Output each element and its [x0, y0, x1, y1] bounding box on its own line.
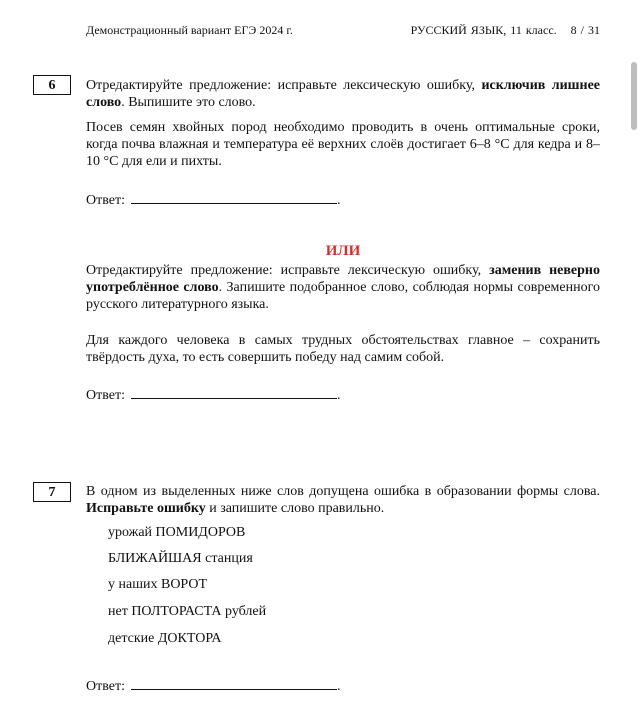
- header-exam-title: Демонстрационный вариант ЕГЭ 2024 г.: [86, 23, 293, 37]
- task-6-alt-answer-label: Ответ:: [86, 388, 125, 403]
- task-7-option: у наших ВОРОТ: [108, 577, 208, 592]
- task-7-answer-field[interactable]: [131, 676, 337, 690]
- task-6-instruction: [86, 77, 600, 111]
- scrollbar-track[interactable]: [628, 0, 640, 702]
- task-7-option: детские ДОКТОРА: [108, 631, 222, 646]
- task-6-answer-label: Ответ:: [86, 193, 125, 208]
- task-6-instruction-bold: исключив лишнее слово: [86, 78, 600, 110]
- task-6-alt-answer: [86, 385, 340, 404]
- task-7-number-box: 7: [33, 482, 71, 502]
- task-7-instruction: [86, 483, 600, 517]
- task-6-instruction-text: Отредактируйте предложение: исправьте лексическую ошибку,: [86, 78, 482, 93]
- task-7-answer-end: .: [336, 679, 341, 694]
- task-6-alt-instruction-text: Отредактируйте предложение: исправьте лексическую ошибку,: [86, 263, 490, 278]
- task-6-alt-instruction: [86, 262, 600, 313]
- task-7-instruction-text: В одном из выделенных ниже слов допущена ошибка в образовании формы слова.: [86, 484, 600, 499]
- task-6-sentence: Посев семян хвойных пород необходимо проводить в очень оптимальные сроки, когда почва влажная и температура её верхних слоёв достигает 6–8 °C для кедра и 8–10 °C для ели и пихты.: [86, 120, 600, 169]
- task-6-answer: [86, 190, 340, 209]
- task-6-alt-answer-end: .: [336, 388, 341, 403]
- header-subject-page: [411, 23, 600, 37]
- task-7-instruction-bold: Исправьте ошибку: [86, 501, 206, 516]
- task-6-instruction-end: . Выпишите это слово.: [121, 95, 256, 110]
- page-header: [86, 23, 600, 37]
- task-6-answer-end: .: [336, 193, 341, 208]
- scrollbar-thumb[interactable]: [631, 62, 637, 130]
- task-7-instruction-end: и запишите слово правильно.: [205, 501, 385, 516]
- task-6-answer-field[interactable]: [131, 190, 337, 204]
- task-7-option: БЛИЖАЙШАЯ станция: [108, 551, 253, 566]
- task-6-alt-answer-field[interactable]: [131, 385, 337, 399]
- task-6-alt-instruction-end: . Запишите подобранное слово, соблюдая нормы современного русского литературного языка.: [86, 280, 600, 312]
- task-7-option: нет ПОЛТОРАСТА рублей: [108, 604, 267, 619]
- header-page-number: 8 / 31: [570, 23, 600, 37]
- task-7-answer: [86, 676, 340, 695]
- task-6-alt-sentence: Для каждого человека в самых трудных обстоятельствах главное – сохранить твёрдость духа, то есть совершить победу над самим собой.: [86, 333, 600, 365]
- or-separator: ИЛИ: [325, 243, 361, 259]
- task-7-option: урожай ПОМИДОРОВ: [108, 525, 246, 540]
- task-7-answer-label: Ответ:: [86, 679, 125, 694]
- header-subject: РУССКИЙ ЯЗЫК, 11 класс.: [410, 23, 557, 37]
- task-6-number-box: 6: [33, 75, 71, 95]
- task-6-alt-instruction-bold: заменив неверно употреблённое слово: [86, 263, 600, 295]
